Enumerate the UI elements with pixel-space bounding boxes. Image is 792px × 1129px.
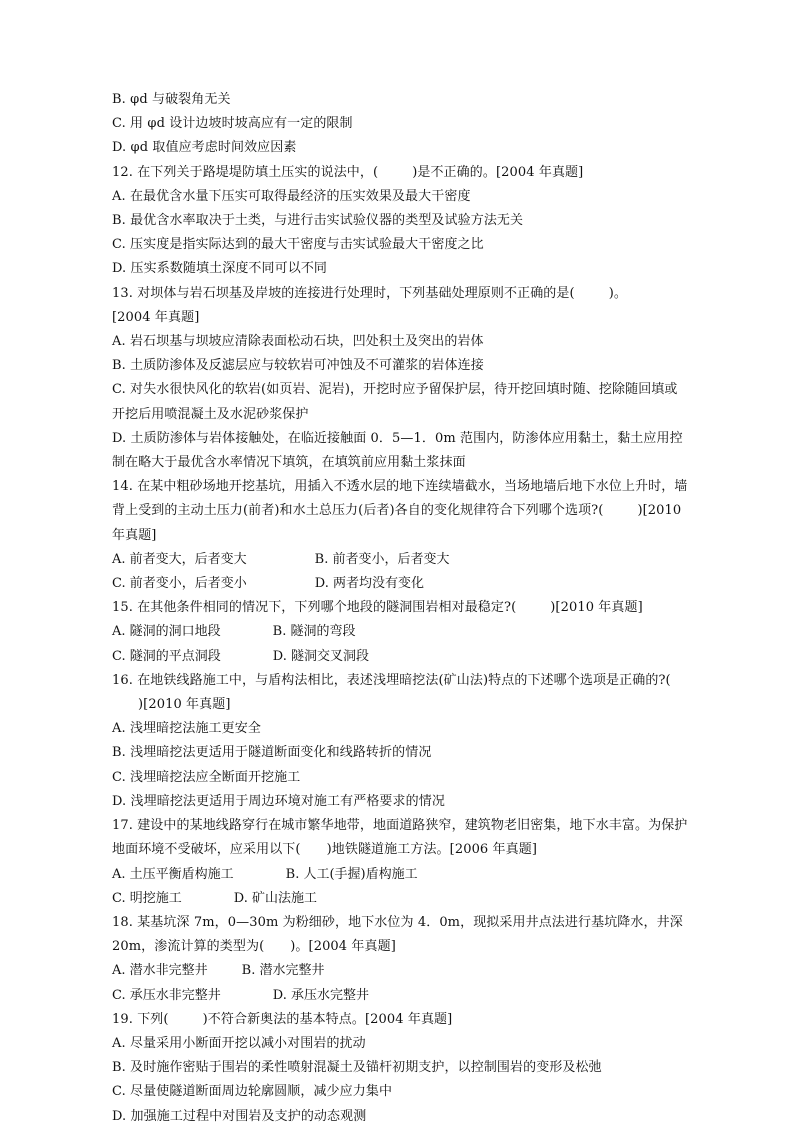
question-stem-part: )[2010 年真题] — [550, 600, 643, 616]
question-stem-part: 12. 在下列关于路堤堤防填土压实的说法中，( — [112, 164, 379, 180]
question-stem-part: 17. 建设中的某地线路穿行在城市繁华地带，地面道路狭窄，建筑物老旧密集，地下水丰富。为保护地面环境不受破坏，应采用以下( — [112, 818, 688, 858]
option-line: C. 对失水很快风化的软岩(如页岩、泥岩)，开挖时应予留保护层，待开挖回填时随、挖除随回填或开挖后用喷混凝土及水泥砂浆保护 — [112, 382, 678, 422]
option-line: B. 最优含水率取决于土类，与进行击实试验仪器的类型及试验方法无关 — [112, 213, 524, 229]
option-line: A. 浅埋暗挖法施工更安全 — [112, 721, 261, 737]
question-stem-part: 18. 某基坑深 7m，0—30m 为粉细砂，地下水位为 4．0m，现拟采用井点法进行基坑降水，井深 20m，渗流计算的类型为( — [112, 914, 688, 955]
question-stem-part: )[2010 年真题] — [138, 697, 231, 713]
option-left: A. 前者变大，后者变大 — [112, 551, 247, 567]
option-line: A. 在最优含水量下压实可取得最经济的压实效果及最大干密度 — [112, 188, 471, 204]
option-row — [112, 984, 690, 1008]
option-row — [112, 959, 690, 983]
question-stem-part: )不符合新奥法的基本特点。[2004 年真题] — [202, 1011, 453, 1027]
option-left: C. 明挖施工 — [112, 890, 182, 906]
question-stem-part: 13. 对坝体与岩石坝基及岸坡的连接进行处理时，下列基础处理原则不正确的是( — [112, 285, 575, 301]
question-stem-part: 15. 在其他条件相同的情况下，下列哪个地段的隧洞围岩相对最稳定?( — [112, 600, 517, 616]
option-row — [112, 548, 690, 572]
option-line: B. φd 与破裂角无关 — [112, 92, 231, 107]
question-stem-part: 19. 下列( — [112, 1011, 169, 1027]
question-stem-part: )。[2004 年真题] — [290, 939, 396, 955]
question-stem — [112, 669, 690, 717]
option-line: C. 用 φd 设计边坡时坡高应有一定的限制 — [112, 116, 353, 132]
question-stem-part: )。 — [608, 285, 627, 301]
option-line: C. 压实度是指实际达到的最大干密度与击实试验最大干密度之比 — [112, 237, 484, 253]
option-right: B. 前者变小，后者变大 — [314, 551, 450, 567]
option-row — [112, 572, 690, 596]
option-line: B. 及时施作密贴于围岩的柔性喷射混凝土及锚杆初期支护，以控制围岩的变形及松弛 — [112, 1060, 602, 1076]
option-line: C. 尽量使隧道断面周边轮廓圆顺，减少应力集中 — [112, 1084, 393, 1100]
option-line: A. 岩石坝基与坝坡应清除表面松动石块，凹处积土及突出的岩体 — [112, 334, 484, 350]
option-right: D. 隧洞交叉洞段 — [272, 648, 369, 664]
question-stem — [112, 596, 690, 620]
option-left: C. 前者变小，后者变小 — [112, 576, 247, 592]
option-line: D. 加强施工过程中对围岩及支护的动态观测 — [112, 1108, 367, 1124]
option-line: D. φd 取值应考虑时间效应因素 — [112, 140, 297, 156]
option-left: A. 隧洞的洞口地段 — [112, 624, 221, 640]
question-stem-part: 16. 在地铁线路施工中，与盾构法相比，表述浅埋暗挖法(矿山法)特点的下述哪个选项是正确的?( — [112, 672, 671, 688]
question-stem — [112, 475, 690, 548]
option-right: D. 矿山法施工 — [233, 890, 317, 906]
option-line: B. 土质防渗体及反滤层应与较软岩可冲蚀及不可灌浆的岩体连接 — [112, 358, 484, 374]
option-right: B. 隧洞的弯段 — [272, 624, 356, 640]
question-stem-part: )[2010 年真题] — [112, 503, 686, 543]
option-line: C. 浅埋暗挖法应全断面开挖施工 — [112, 769, 301, 785]
option-left: A. 土压平衡盾构施工 — [112, 866, 234, 882]
option-right: B. 潜水完整井 — [241, 963, 325, 979]
option-left: A. 潜水非完整井 — [112, 963, 208, 979]
option-line: A. 尽量采用小断面开挖以减小对围岩的扰动 — [112, 1035, 366, 1051]
option-line: B. 浅埋暗挖法更适用于隧道断面变化和线路转折的情况 — [112, 745, 432, 761]
option-row — [112, 887, 690, 911]
option-row — [112, 620, 690, 644]
option-row — [112, 863, 690, 887]
option-right: D. 承压水完整井 — [272, 987, 369, 1003]
option-left: C. 承压水非完整井 — [112, 987, 221, 1003]
option-line: D. 浅埋暗挖法更适用于周边环境对施工有严格要求的情况 — [112, 793, 445, 809]
option-right: D. 两者均没有变化 — [314, 576, 424, 592]
question-stem — [112, 161, 690, 185]
question-stem — [112, 814, 690, 862]
option-row — [112, 645, 690, 669]
question-stem — [112, 911, 690, 959]
option-line: D. 土质防渗体与岩体接触处，在临近接触面 0．5—1．0m 范围内，防渗体应用黏土，黏土应用控制在略大于最优含水率情况下填筑，在填筑前应用黏土浆抹面 — [112, 430, 683, 471]
option-left: C. 隧洞的平点洞段 — [112, 648, 221, 664]
question-stem-part: )是不正确的。[2004 年真题] — [412, 164, 584, 180]
question-source: [2004 年真题] — [112, 309, 200, 325]
question-stem — [112, 282, 690, 306]
question-stem-part: )地铁隧道施工方法。[2006 年真题] — [326, 842, 538, 858]
question-stem — [112, 1008, 690, 1032]
document-body — [112, 88, 690, 1129]
option-right: B. 人工(手握)盾构施工 — [285, 866, 418, 882]
option-line: D. 压实系数随填土深度不同可以不同 — [112, 261, 328, 277]
question-stem-part: 14. 在某中粗砂场地开挖基坑，用插入不透水层的地下连续墙截水，当场地墙后地下水位上升时，墙背上受到的主动土压力(前者)和水土总压力(后者)各自的变化规律符合下列哪个选项?( — [112, 479, 688, 519]
